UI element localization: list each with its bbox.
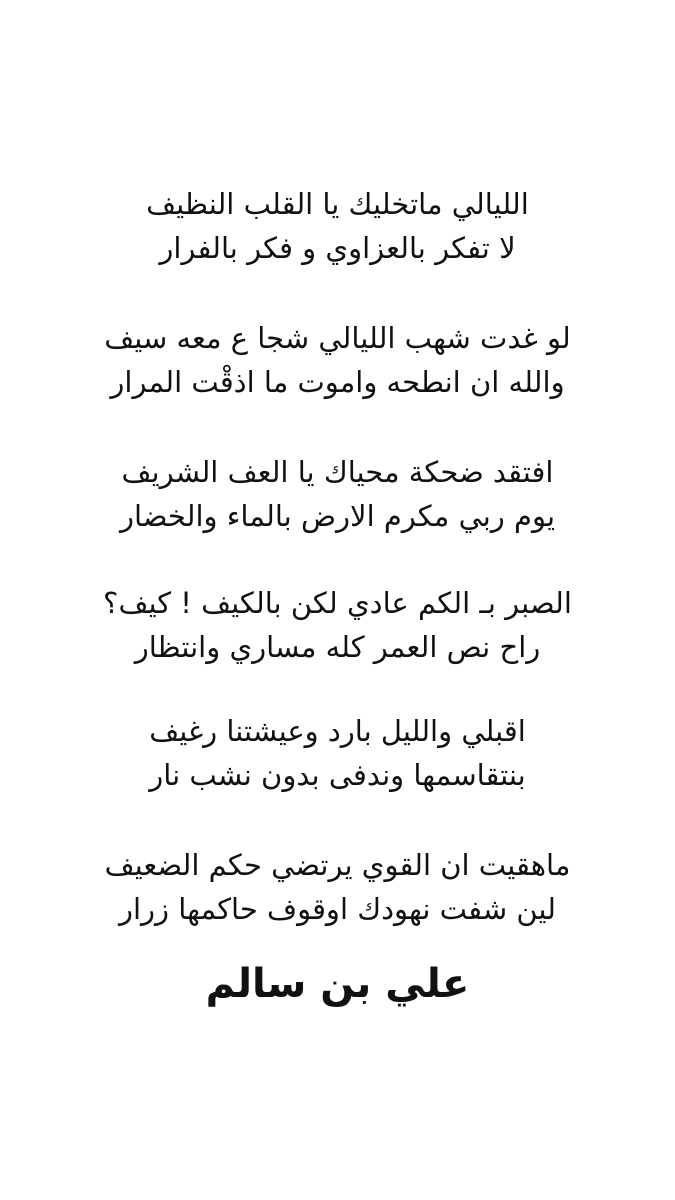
poem-line: الليالي ماتخليك يا القلب النظيف xyxy=(146,187,529,221)
poem-line: الصبر بـ الكم عادي لكن بالكيف ! كيف؟ xyxy=(103,586,572,620)
poem-line: لا تفكر بالعزاوي و فكر بالفرار xyxy=(159,231,516,265)
poem-line: والله ان انطحه واموت ما اذقْت المرار xyxy=(110,365,565,399)
poem-line: اقبلي والليل بارد وعيشتنا رغيف xyxy=(149,714,526,748)
poem-line: يوم ربي مكرم الارض بالماء والخضار xyxy=(119,499,556,533)
poem-line: راح نص العمر كله مساري وانتظار xyxy=(134,630,541,664)
poem-line: بنتقاسمها وندفى بدون نشب نار xyxy=(149,758,526,792)
poem-line: افتقد ضحكة محياك يا العف الشريف xyxy=(121,455,554,489)
poem-line: ماهقيت ان القوي يرتضي حكم الضعيف xyxy=(104,848,571,882)
poem-line: لو غدت شهب الليالي شجا ع معه سيف xyxy=(104,321,571,355)
poem-line: لين شفت نهودك اوقوف حاكمها زرار xyxy=(118,892,556,926)
author-signature: علي بن سالم xyxy=(205,961,470,1007)
